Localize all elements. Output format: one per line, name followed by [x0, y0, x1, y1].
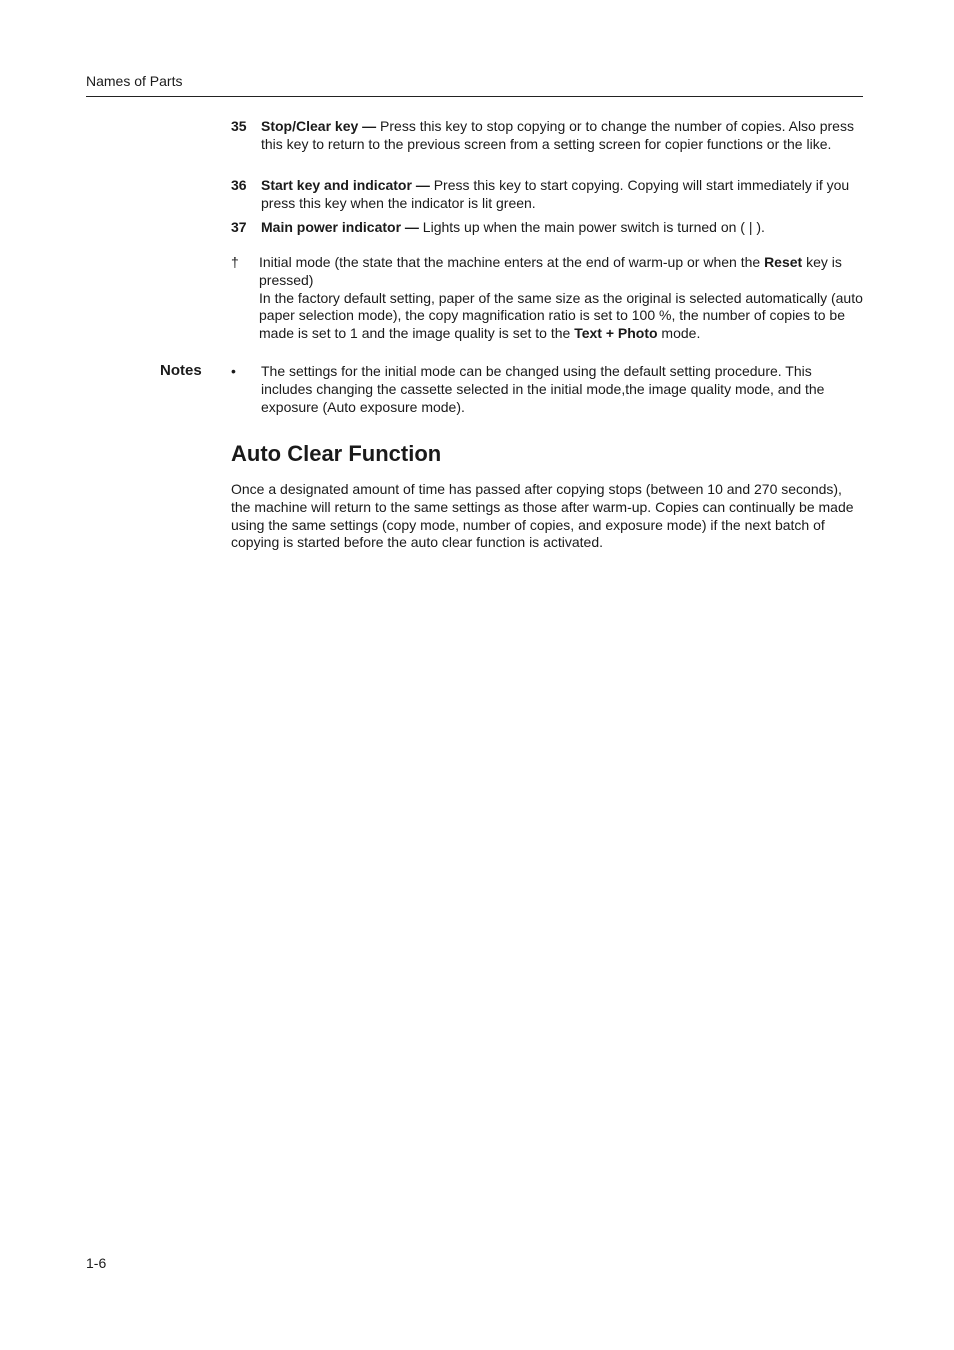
footnote-line-1: [259, 254, 863, 290]
section-paragraph: Once a designated amount of time has passed after copying stops (between 10 and 270 seconds), the machine will return to the same settings as those after warm-up. Copies can continually be made using the same settings (copy mode, number of copies, and exposure mode) if the next batch of copying is started before the auto clear function is activated.: [231, 481, 854, 551]
section-heading: Auto Clear Function: [231, 441, 442, 466]
list-item: [231, 177, 863, 213]
item-body: [261, 118, 863, 154]
item-body: [261, 219, 863, 237]
footnote-line-2: [259, 290, 863, 343]
item-body: [261, 177, 863, 213]
reset-key-term: Reset: [764, 254, 803, 270]
list-item: [231, 118, 863, 154]
notes-label: Notes: [160, 362, 202, 379]
item-number: 35: [231, 118, 247, 134]
dagger-mark: †: [231, 254, 239, 270]
footnote-body: [259, 254, 863, 343]
footnote-text: key is pressed): [259, 254, 842, 288]
header-title: Names of Parts: [86, 73, 183, 89]
note-text: The settings for the initial mode can be changed using the default setting procedure. This includes changing the cassette selected in the initial mode,the image quality mode, and the exposure (Auto exposure mode).: [261, 363, 825, 415]
bullet-icon: •: [231, 363, 236, 379]
page-header: [86, 72, 863, 97]
item-number: 36: [231, 177, 247, 193]
page-number: 1-6: [86, 1255, 107, 1271]
item-number: 37: [231, 219, 247, 235]
item-text: Press this key to start copying. Copying will start immediately if you press this key when the indicator is lit green.: [261, 177, 850, 211]
text-photo-term: Text + Photo: [574, 325, 658, 342]
footnote-text: In the factory default setting, paper of the same size as the original is selected automatically (auto paper selection mode), the copy magnification ratio is set to 100 %, the number of copies to be made is set to 1 and the image quality is set to the: [259, 289, 863, 342]
item-term: Main power indicator —: [261, 219, 419, 235]
footnote-text: Initial mode (the state that the machine enters at the end of warm-up or when the: [259, 254, 765, 270]
item-term: Stop/Clear key —: [261, 118, 377, 134]
item-text: Lights up when the main power switch is turned on ( | ).: [418, 219, 765, 235]
footnote: [231, 254, 863, 343]
item-text: Press this key to stop copying or to change the number of copies. Also press this key to return to the previous screen from a setting screen for copier functions or the like.: [261, 118, 854, 152]
footnote-text: mode.: [657, 325, 701, 342]
list-item: [231, 219, 863, 237]
item-term: Start key and indicator —: [261, 177, 430, 193]
note-item: [231, 363, 863, 416]
